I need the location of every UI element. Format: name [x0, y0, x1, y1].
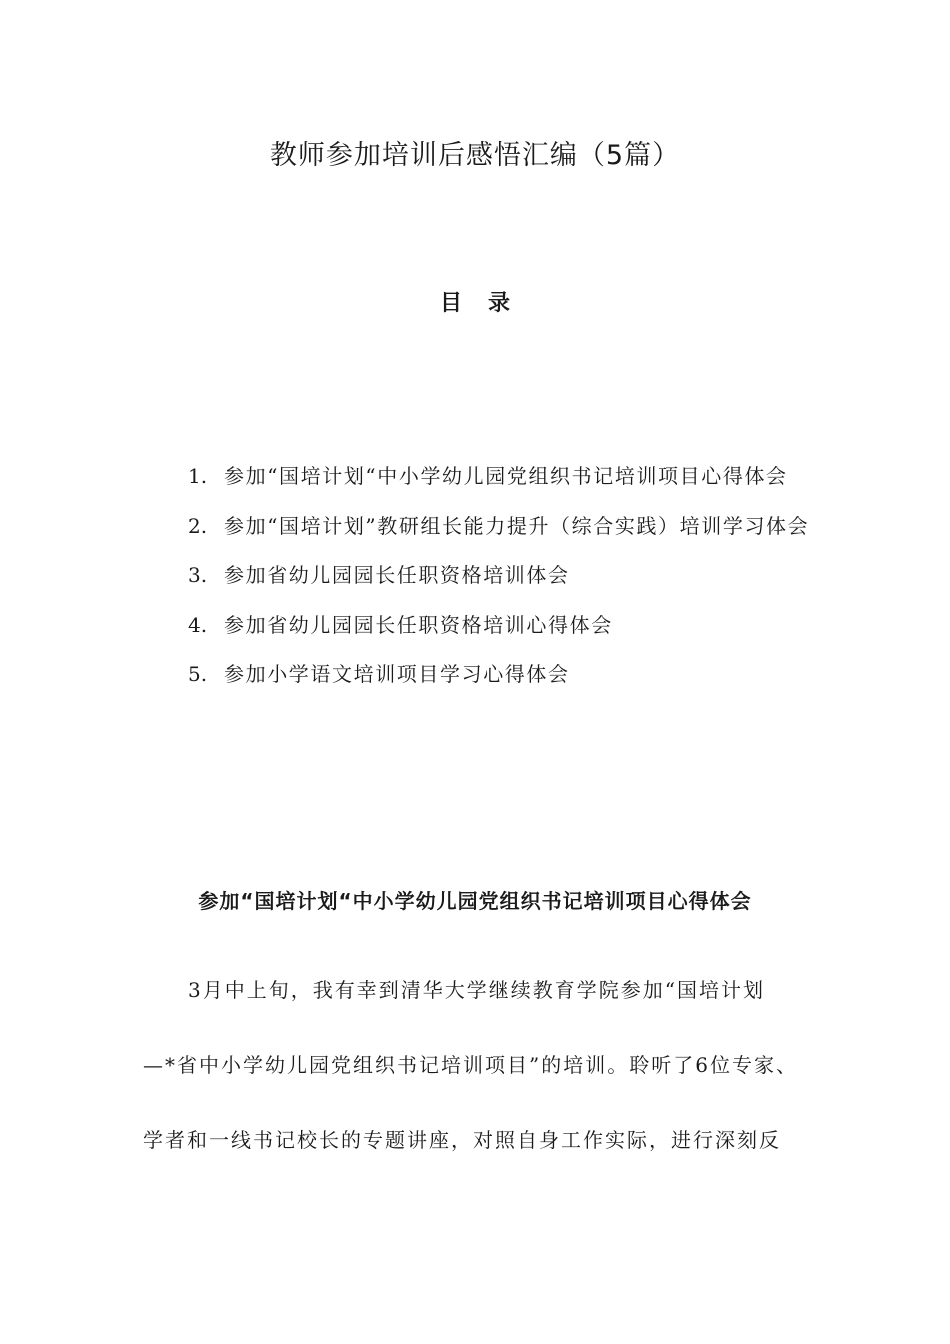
toc-item-text: 参加“国培计划“中小学幼儿园党组织书记培训项目心得体会: [224, 464, 788, 488]
toc-item-number: 2.: [188, 513, 208, 538]
toc-item: [188, 551, 828, 601]
toc-item-text: 参加省幼儿园园长任职资格培训体会: [224, 563, 570, 587]
toc-item-number: 3.: [188, 563, 208, 587]
toc-item-text: 参加小学语文培训项目学习心得体会: [224, 662, 570, 686]
toc-item: [188, 502, 828, 552]
toc-item: [188, 650, 828, 700]
toc-heading: [0, 286, 950, 317]
section-title: 参加“国培计划“中小学幼儿园党组织书记培训项目心得体会: [198, 889, 752, 913]
body-text-line: 学者和一线书记校长的专题讲座，对照自身工作实际，进行深刻反: [143, 1128, 781, 1152]
toc-item-number: 1.: [188, 464, 208, 488]
toc-heading-right: 录: [488, 291, 511, 316]
toc-item-number: 5.: [188, 662, 208, 686]
body-text-line: —*省中小学幼儿园党组织书记培训项目”的培训。聆听了6位专家、: [143, 1053, 798, 1077]
toc-item-text: 参加“国培计划”教研组长能力提升（综合实践）培训学习体会: [224, 513, 810, 538]
table-of-contents: [188, 452, 828, 700]
body-text-line: 3月中上旬，我有幸到清华大学继续教育学院参加“国培计划: [188, 978, 765, 1002]
document-title: 教师参加培训后感悟汇编（5篇）: [269, 140, 681, 171]
toc-item: [188, 601, 828, 651]
toc-heading-left: 目: [439, 291, 462, 316]
toc-item: [188, 452, 828, 502]
toc-item-number: 4.: [188, 612, 208, 637]
toc-item-text: 参加省幼儿园园长任职资格培训心得体会: [224, 612, 613, 637]
